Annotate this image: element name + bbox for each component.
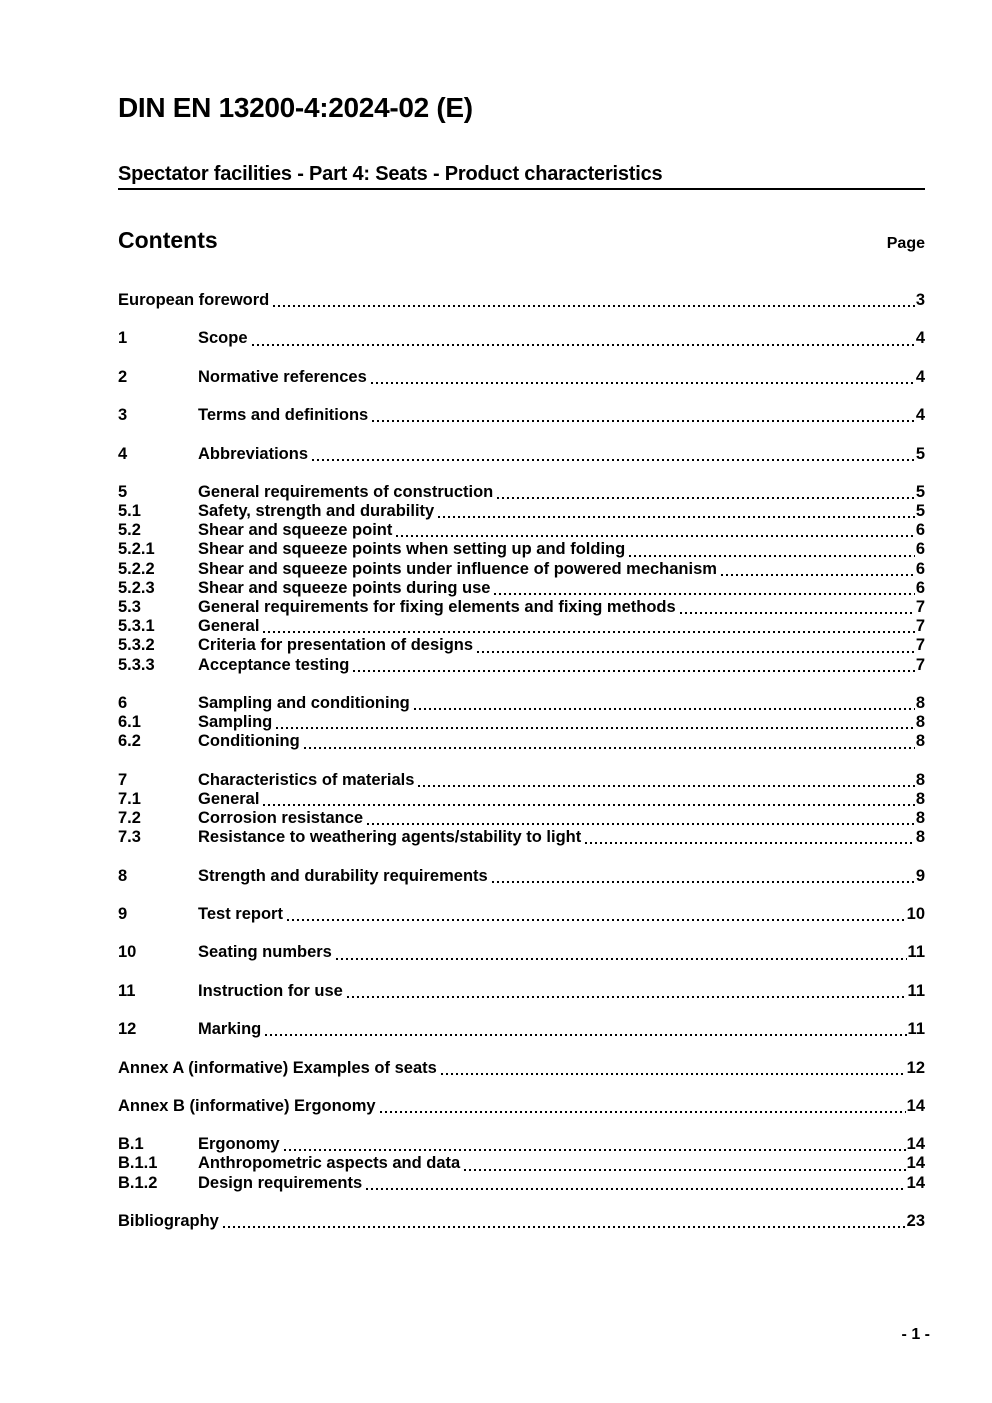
toc-leader-dots: [372, 420, 915, 422]
toc-entry-number: 11: [118, 981, 136, 1000]
toc-entry-page: 14: [906, 1154, 925, 1173]
toc-entry-title: Bibliography: [118, 1212, 219, 1230]
toc-leader-dots: [477, 651, 915, 653]
toc-leader-dots: [371, 382, 915, 384]
toc-entry: [118, 1020, 925, 1039]
toc-entry: [118, 732, 925, 751]
toc-entry-title: Annex B (informative) Ergonomy: [118, 1096, 376, 1115]
toc-entry-title: Abbreviations: [198, 444, 309, 463]
toc-leader-dots: [223, 1226, 906, 1228]
toc-entry-number: 5.1: [118, 502, 141, 521]
toc-entry-title: Acceptance testing: [198, 655, 350, 674]
toc-entry-page: 8: [915, 732, 925, 751]
toc-leader-dots: [494, 593, 914, 595]
toc-entry-page: 11: [907, 1020, 925, 1039]
toc-entry: [118, 636, 925, 655]
toc-entry: [118, 579, 925, 598]
toc-entry-page: 7: [915, 598, 925, 616]
toc-entry-title: Corrosion resistance: [198, 809, 364, 828]
toc-entry: [118, 291, 925, 310]
toc-entry-page: 7: [915, 617, 925, 636]
toc-entry-page: 14: [906, 1135, 925, 1154]
toc-entry: [118, 943, 925, 962]
toc-entry-number: 5.2.2: [118, 559, 155, 578]
page-column-label: Page: [886, 235, 925, 252]
toc-entry: [118, 809, 925, 828]
toc-entry-number: 5.3.3: [118, 655, 155, 674]
toc-entry-number: 10: [118, 943, 137, 962]
toc-entry-number: 5.2.3: [118, 578, 155, 597]
toc-entry-page: 6: [915, 540, 925, 559]
toc-entry: [118, 617, 925, 636]
toc-entry-page: 6: [915, 559, 925, 578]
toc-entry-number: 5.2: [118, 521, 141, 540]
toc-entry-title: General requirements of construction: [198, 482, 494, 501]
toc-entry-title: General: [198, 617, 260, 636]
doc-subtitle-rule: [118, 162, 925, 190]
toc-entry-page: 4: [915, 406, 925, 425]
toc-entry-page: 4: [915, 367, 925, 386]
page-number: - 1 -: [901, 1326, 930, 1343]
toc-entry-page: 11: [907, 981, 925, 1000]
toc-entry-number: 6.2: [118, 732, 141, 751]
toc-entry-title: Marking: [198, 1020, 262, 1039]
toc-entry: [118, 713, 925, 732]
toc-entry-title: Shear and squeeze point: [198, 521, 393, 540]
toc-entry-page: 5: [915, 502, 925, 521]
toc-leader-dots: [276, 727, 915, 729]
toc-leader-dots: [396, 535, 914, 537]
doc-title: DIN EN 13200-4:2024-02 (E): [118, 92, 473, 123]
toc-entry: [118, 771, 925, 790]
toc-entry-page: 23: [906, 1212, 925, 1230]
toc-entry-number: 7: [118, 770, 128, 789]
toc-entry-title: Criteria for presentation of designs: [198, 636, 474, 655]
toc-entry-number: B.1: [118, 1135, 144, 1154]
toc-entry-number: 5: [118, 482, 128, 501]
toc-entry-title: Shear and squeeze points under influence of powered mechanism: [198, 559, 717, 578]
toc-entry: [118, 368, 925, 387]
toc-entry: [118, 867, 925, 886]
toc-entry-title: General: [198, 789, 260, 808]
toc-entry: [118, 445, 925, 464]
toc-entry-page: 7: [915, 636, 925, 655]
toc-entry-title: Shear and squeeze points when setting up and folding: [198, 540, 626, 559]
toc-leader-dots: [438, 516, 915, 518]
toc-entry: [118, 1059, 925, 1078]
toc-entry-title: Terms and definitions: [198, 406, 369, 425]
toc-entry-page: 8: [915, 770, 925, 789]
toc-entry-page: 12: [906, 1058, 925, 1077]
toc-entry: [118, 521, 925, 540]
toc-entry-number: 5.3.1: [118, 617, 155, 636]
toc-entry-page: 5: [915, 444, 925, 463]
toc-leader-dots: [366, 1188, 906, 1190]
toc-entry: [118, 905, 925, 924]
toc-entry: [118, 560, 925, 579]
toc-entry: [118, 406, 925, 425]
toc-entry-title: Sampling: [198, 713, 273, 732]
toc-leader-dots: [414, 708, 915, 710]
toc-leader-dots: [347, 996, 907, 998]
toc-leader-dots: [312, 459, 915, 461]
toc-entry-title: Safety, strength and durability: [198, 502, 435, 521]
toc-entry-title: European foreword: [118, 291, 270, 309]
toc-entry-number: B.1.1: [118, 1154, 158, 1173]
toc-leader-dots: [629, 555, 915, 557]
toc-entry-page: 14: [906, 1096, 925, 1115]
toc-entry-number: B.1.2: [118, 1173, 158, 1192]
toc-entry-page: 5: [915, 482, 925, 501]
toc-entry-number: 2: [118, 367, 128, 386]
toc-entry: [118, 483, 925, 502]
toc-entry: [118, 1154, 925, 1173]
toc-leader-dots: [380, 1111, 906, 1113]
toc-entry-title: Normative references: [198, 367, 367, 386]
toc-entry-page: 8: [915, 809, 925, 828]
toc-leader-dots: [263, 804, 914, 806]
toc-entry: [118, 790, 925, 809]
toc-entry: [118, 828, 925, 847]
toc-leader-dots: [585, 842, 915, 844]
toc-entry-title: Strength and durability requirements: [198, 866, 488, 885]
toc-entry: [118, 1097, 925, 1116]
toc-entry: [118, 1212, 925, 1231]
toc-entry-title: Shear and squeeze points during use: [198, 578, 491, 597]
toc-entry-title: General requirements for fixing elements and fixing methods: [198, 598, 676, 616]
toc-leader-dots: [441, 1073, 906, 1075]
toc-entry-number: 9: [118, 905, 128, 923]
toc-leader-dots: [265, 1034, 906, 1036]
toc-list: [118, 291, 925, 1231]
toc-entry-page: 8: [915, 828, 925, 847]
toc-entry-number: 3: [118, 406, 128, 425]
toc-leader-dots: [273, 305, 915, 307]
contents-heading: Contents: [118, 227, 218, 253]
toc-leader-dots: [721, 574, 915, 576]
toc-entry-number: 7.1: [118, 789, 141, 808]
toc-leader-dots: [418, 785, 914, 787]
toc-leader-dots: [367, 823, 915, 825]
toc-leader-dots: [353, 670, 915, 672]
contents-header: [118, 226, 925, 254]
toc-entry-number: 12: [118, 1020, 137, 1039]
toc-entry-number: 8: [118, 866, 128, 885]
toc-leader-dots: [284, 1149, 906, 1151]
toc-entry: [118, 1174, 925, 1193]
toc-entry-title: Characteristics of materials: [198, 770, 415, 789]
toc-entry-number: 7.2: [118, 809, 141, 828]
toc-entry-page: 8: [915, 693, 925, 712]
toc-entry-title: Design requirements: [198, 1173, 363, 1192]
toc-entry-page: 6: [915, 578, 925, 597]
toc-entry-page: 11: [907, 943, 925, 962]
toc-entry: [118, 598, 925, 617]
toc-entry-number: 5.3.2: [118, 636, 155, 655]
toc-entry-title: Instruction for use: [198, 981, 343, 1000]
toc-entry-page: 8: [915, 713, 925, 732]
toc-leader-dots: [336, 958, 907, 960]
toc-entry-number: 5.3: [118, 598, 141, 616]
toc-entry-title: Scope: [198, 329, 248, 348]
toc-entry-page: 4: [915, 329, 925, 348]
toc-entry-page: 9: [915, 866, 925, 885]
toc-entry-number: 7.3: [118, 828, 141, 847]
toc-leader-dots: [252, 344, 915, 346]
toc-entry-title: Sampling and conditioning: [198, 693, 410, 712]
toc-leader-dots: [464, 1169, 905, 1171]
toc-entry: [118, 982, 925, 1001]
toc-leader-dots: [497, 497, 915, 499]
toc-entry-number: 1: [118, 329, 128, 348]
toc-entry-page: 6: [915, 521, 925, 540]
toc-entry-title: Annex A (informative) Examples of seats: [118, 1058, 437, 1077]
toc-entry-number: 6.1: [118, 713, 141, 732]
toc-entry: [118, 540, 925, 559]
toc-entry-title: Ergonomy: [198, 1135, 280, 1154]
toc-entry: [118, 694, 925, 713]
toc-entry-number: 5.2.1: [118, 540, 155, 559]
toc-entry-title: Resistance to weathering agents/stability to light: [198, 828, 582, 847]
toc-leader-dots: [287, 919, 906, 921]
doc-subtitle: Spectator facilities - Part 4: Seats - Product characteristics: [118, 163, 663, 185]
toc-entry: [118, 502, 925, 521]
toc-entry-title: Conditioning: [198, 732, 300, 751]
toc-entry: [118, 1135, 925, 1154]
toc-entry-page: 8: [915, 789, 925, 808]
toc-entry-page: 7: [915, 655, 925, 674]
toc-entry-page: 14: [906, 1173, 925, 1192]
toc-leader-dots: [304, 747, 915, 749]
toc-leader-dots: [263, 631, 914, 633]
toc-entry-title: Anthropometric aspects and data: [198, 1154, 461, 1173]
toc-entry-page: 10: [906, 905, 925, 923]
toc-entry-page: 3: [915, 291, 925, 309]
toc-entry: [118, 656, 925, 675]
toc-entry-title: Seating numbers: [198, 943, 332, 962]
toc-entry: [118, 329, 925, 348]
toc-leader-dots: [492, 881, 915, 883]
toc-entry-number: 4: [118, 444, 128, 463]
toc-entry-title: Test report: [198, 905, 283, 923]
toc-leader-dots: [680, 612, 915, 614]
toc-entry-number: 6: [118, 693, 128, 712]
